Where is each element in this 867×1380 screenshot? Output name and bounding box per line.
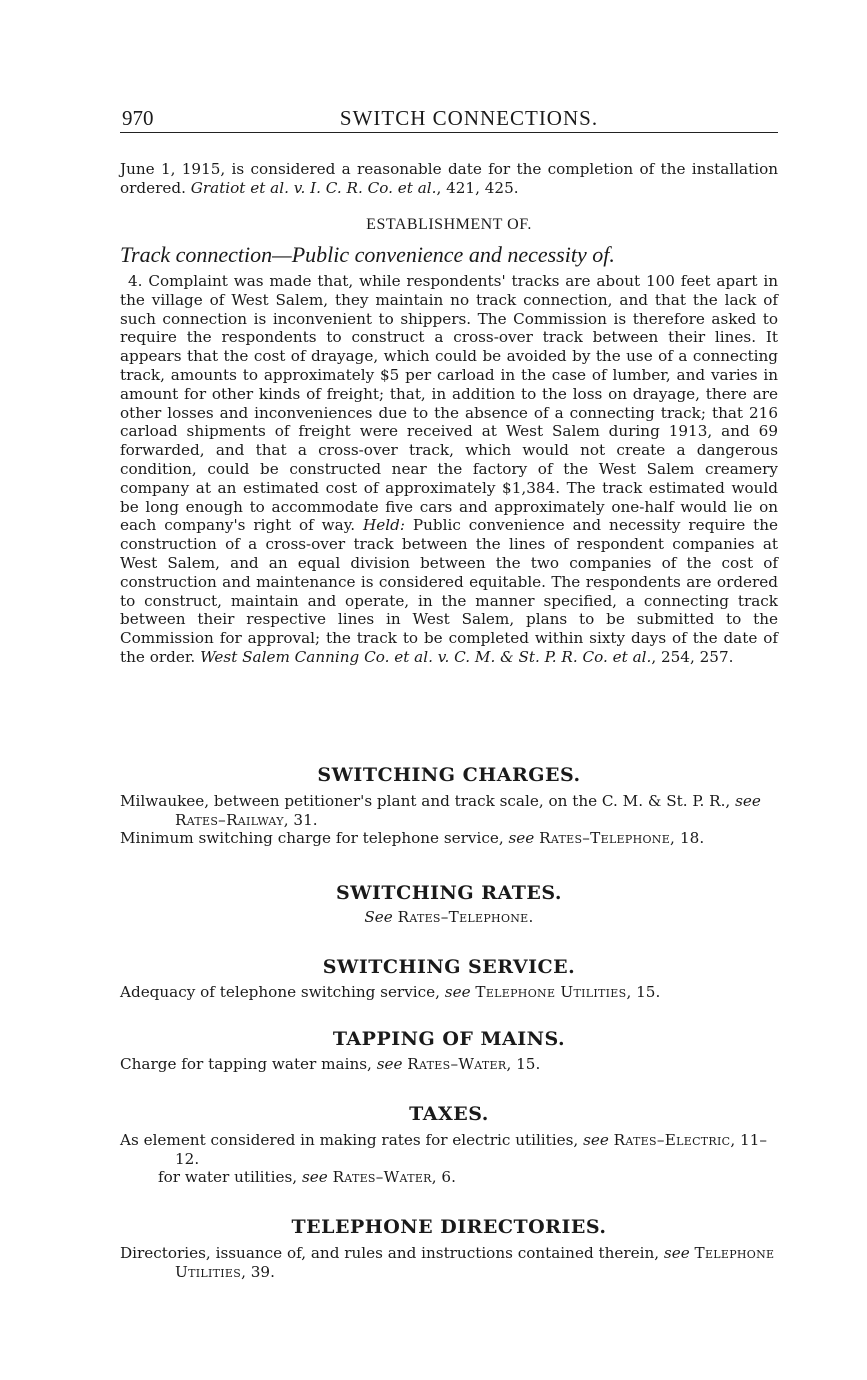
topic-heading: Track connection—Public convenience and necessity of.: [120, 242, 615, 267]
section-title-switching-service: SWITCHING SERVICE.: [322, 956, 576, 978]
cross-reference: Rates–Electric: [613, 1131, 731, 1149]
held-label: Held:: [363, 516, 405, 535]
section-title-switching-rates: SWITCHING RATES.: [335, 882, 563, 904]
cross-reference: Rates–Railway: [175, 810, 284, 829]
case-citation: West Salem Canning Co. et al. v. C. M. & St. P. R. Co. et al.: [200, 647, 652, 666]
index-entry: Milwaukee, between petitioner's plant and track scale, on the C. M. & St. P. R., see Rates–Railway, 31. Minimum switching charge for telephone service, see Rates–Telephone, 18.: [120, 792, 761, 847]
section-title-taxes: TAXES.: [409, 1103, 489, 1125]
index-entry: Charge for tapping water mains, see Rates–Water, 15.: [120, 1055, 541, 1073]
section-title-tapping-of-mains: TAPPING OF MAINS.: [332, 1028, 566, 1050]
page-number: 970: [122, 106, 154, 130]
cross-reference: Telephone Utilities: [175, 1244, 775, 1281]
cross-reference: Rates–Telephone,: [539, 829, 676, 847]
cross-reference: Rates–Water: [332, 1168, 432, 1186]
subsection-heading: ESTABLISHMENT OF.: [366, 216, 532, 233]
section-title-switching-charges: SWITCHING CHARGES.: [317, 764, 581, 786]
case-citation: Gratiot et al. v. I. C. R. Co. et al.: [190, 178, 437, 197]
intro-paragraph: June 1, 1915, is considered a reasonable date for the completion of the installation ordered. Gratiot et al. v. I. C. R. Co. et al., 421, 425.: [120, 160, 778, 197]
cross-reference: Rates–Telephone.: [397, 908, 534, 926]
cross-reference: Telephone Utilities: [475, 983, 627, 1001]
index-entry: Directories, issuance of, and rules and instructions contained therein, see Telephone Utilities, 39.: [120, 1244, 775, 1281]
running-title: SWITCH CONNECTIONS.: [339, 106, 599, 130]
establishment-paragraph: 4. Complaint was made that, while respondents' tracks are about 100 feet apart in the village of West Salem, they maintain no track connection, and that the lack of such connection is inconvenient to shippers. The Commission is therefore asked to require the respondents to construct a cross-over track between their lines. It appears that the cost of drayage, which could be avoided by the use of a connecting track, amounts to approximately $5 per carload in the case of lumber, and varies in amount for other kinds of freight; that, in addition to the loss on drayage, there are other losses and inconveniences due to the absence of a connecting track; that 216 carload shipments of freight were received at West Salem during 1913, and 69 forwarded, and that a cross-over track, which would not create a dangerous condition, could be constructed near the factory of the West Salem creamery company at an estimated cost of approximately $1,384. The track estimated would be long enough to accommodate five cars and approximately one-half would lie on each company's right of way. Held: Public convenience and necessity require the construction of a cross-over track between the lines of respondent companies at West Salem, and an equal division between the two companies of the cost of construction and maintenance is considered equitable. The respondents are ordered to construct, maintain and operate, in the manner specified, a connecting track between their respective lines in West Salem, plans to be submitted to the Commission for approval; the track to be completed within sixty days of the date of the order. West Salem Canning Co. et al. v. C. M. & St. P. R. Co. et al., 254, 257.: [120, 272, 779, 666]
section-title-telephone-directories: TELEPHONE DIRECTORIES.: [291, 1216, 607, 1238]
cross-reference: Rates–Water: [407, 1055, 507, 1073]
index-entry: See Rates–Telephone.: [364, 908, 534, 926]
index-entry: As element considered in making rates for electric utilities, see Rates–Electric, 11–12. for water utilities, see Rates–Water, 6.: [120, 1131, 767, 1186]
index-entry: Adequacy of telephone switching service, see Telephone Utilities, 15.: [120, 983, 661, 1001]
running-header: [120, 106, 778, 133]
